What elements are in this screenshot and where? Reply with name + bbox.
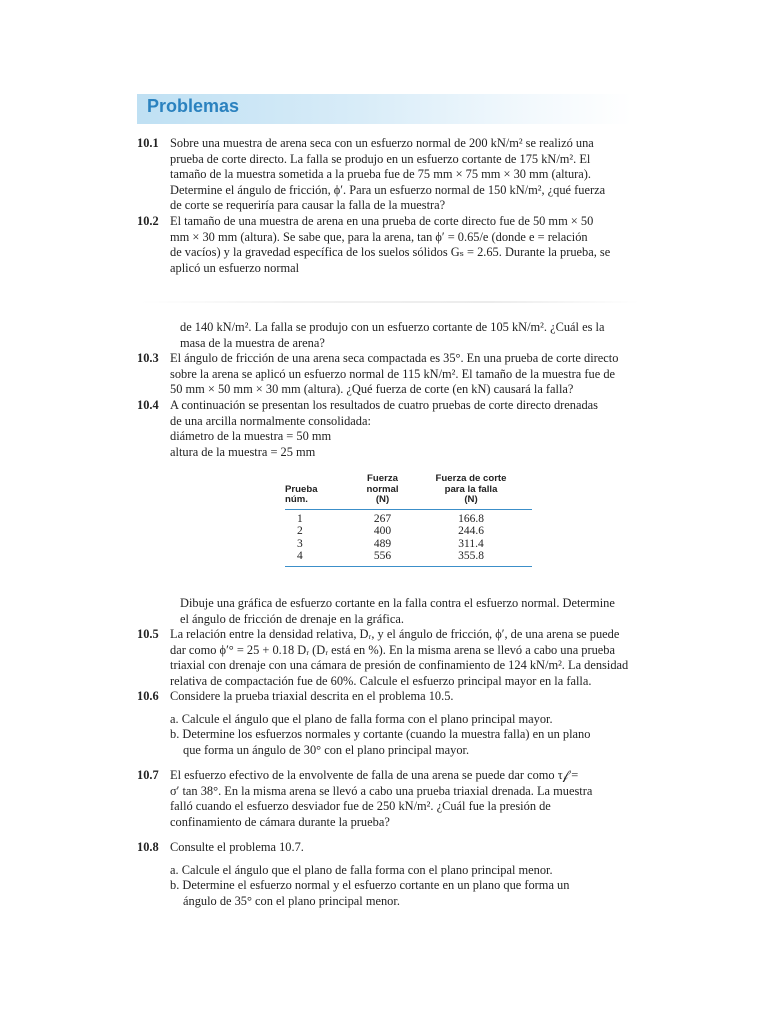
subitem-b-continuation: ángulo de 35° con el plano principal menor.	[183, 893, 400, 908]
problem-line: de corte se requeriría para causar la falla de la muestra?	[170, 198, 446, 213]
shear-test-results-table	[285, 474, 532, 567]
subitem-b: b. Determine el esfuerzo normal y el esfuerzo cortante en un plano que forma un	[170, 878, 570, 893]
table-cell: 244.6	[458, 525, 484, 537]
problem-10-8	[137, 840, 635, 909]
table-cell: 166.8	[458, 512, 484, 525]
problem-line: Consulte el problema 10.7.	[170, 840, 304, 854]
problem-10-4	[137, 398, 635, 460]
problem-10-4-continuation	[180, 596, 640, 627]
problem-10-2	[137, 214, 635, 276]
section-header-band	[137, 94, 632, 124]
problem-line: el ángulo de fricción de drenaje en la gráfica.	[180, 611, 404, 626]
table-row	[285, 550, 532, 566]
column-header-prueba: Prueba núm.	[285, 474, 355, 509]
problem-line: La relación entre la densidad relativa, Dᵣ, y el ángulo de fricción, ϕ′, de una arena se puede	[170, 627, 620, 641]
problem-line: masa de la muestra de arena?	[180, 335, 325, 350]
problem-line: 50 mm × 50 mm × 30 mm (altura). ¿Qué fuerza de corte (en kN) causará la falla?	[170, 382, 574, 397]
problem-line: El ángulo de fricción de una arena seca compactada es 35°. En una prueba de corte directo	[170, 351, 619, 365]
problem-number: 10.3	[137, 351, 159, 365]
problem-line: prueba de corte directo. La falla se produjo en un esfuerzo cortante de 175 kN/m². El	[170, 151, 591, 166]
table-row	[285, 509, 532, 525]
problem-line: Considere la prueba triaxial descrita en el problema 10.5.	[170, 689, 454, 703]
column-header-fuerza-normal: Fuerza normal (N)	[355, 474, 410, 509]
problem-10-7	[137, 768, 635, 830]
problem-number: 10.6	[137, 689, 159, 703]
table-cell: 267	[373, 512, 392, 525]
table-cell: 355.8	[410, 550, 532, 566]
problem-10-6	[137, 689, 635, 758]
problem-10-2-continuation	[180, 320, 640, 351]
problem-line: σ′ tan 38°. En la misma arena se llevó a cabo una prueba triaxial drenada. La muestra	[170, 783, 593, 798]
table-cell: 1	[297, 512, 303, 525]
subitem-a: a. Calcule el ángulo que el plano de falla forma con el plano principal menor.	[170, 862, 553, 877]
problem-line: de una arcilla normalmente consolidada:	[170, 413, 371, 428]
problem-line: triaxial con drenaje con una cámara de presión de confinamiento de 124 kN/m². La densidad	[170, 658, 629, 673]
problem-line: relativa de compactación fue de 60%. Calcule el esfuerzo principal mayor en la falla.	[170, 673, 592, 688]
table-cell: 489	[373, 537, 392, 550]
problem-number: 10.5	[137, 627, 159, 641]
problem-line: Dibuje una gráfica de esfuerzo cortante en la falla contra el esfuerzo normal. Determine	[180, 596, 615, 610]
page-break-divider	[140, 301, 640, 303]
problem-number: 10.4	[137, 398, 159, 412]
problem-line: El esfuerzo efectivo de la envolvente de falla de una arena se puede dar como τ𝒻 =	[170, 768, 579, 782]
table-cell: 556	[355, 550, 410, 566]
problem-10-5	[137, 627, 635, 689]
problem-10-1	[137, 136, 635, 214]
problem-line: mm × 30 mm (altura). Se sabe que, para la arena, tan ϕ′ = 0.65/e (donde e = relación	[170, 229, 588, 244]
problem-number: 10.8	[137, 840, 159, 854]
table-cell: 2	[297, 525, 303, 537]
table-cell: 400	[373, 525, 392, 537]
problem-line: confinamiento de cámara durante la prueba?	[170, 814, 390, 829]
problem-number: 10.2	[137, 214, 159, 228]
problem-line: tamaño de la muestra sometida a la prueba fue de 75 mm × 75 mm × 30 mm (altura).	[170, 167, 592, 182]
problem-line: A continuación se presentan los resultados de cuatro pruebas de corte directo drenadas	[170, 398, 599, 412]
problem-line: Sobre una muestra de arena seca con un esfuerzo normal de 200 kN/m² se realizó una	[170, 136, 594, 150]
problem-line: sobre la arena se aplicó un esfuerzo normal de 115 kN/m². El tamaño de la muestra fue de	[170, 366, 616, 381]
column-header-fuerza-corte: Fuerza de corte para la falla (N)	[410, 474, 532, 509]
subitem-b-continuation: que forma un ángulo de 30° con el plano principal mayor.	[183, 742, 470, 757]
problem-line: aplicó un esfuerzo normal	[170, 260, 300, 275]
problem-line: dar como ϕ′° = 25 + 0.18 Dᵣ (Dᵣ está en %). En la misma arena se llevó a cabo una prueba	[170, 642, 616, 657]
subitem-a: a. Calcule el ángulo que el plano de falla forma con el plano principal mayor.	[170, 711, 553, 726]
problem-line: de 140 kN/m². La falla se produjo con un esfuerzo cortante de 105 kN/m². ¿Cuál es la	[180, 320, 605, 334]
subitem-b: b. Determine los esfuerzos normales y cortante (cuando la muestra falla) en un plano	[170, 727, 591, 742]
problem-line: de vacíos) y la gravedad específica de los suelos sólidos Gₛ = 2.65. Durante la prueba, se	[170, 245, 611, 260]
table-row	[285, 538, 532, 551]
problem-line: Determine el ángulo de fricción, ϕ′. Para un esfuerzo normal de 150 kN/m², ¿qué fuerza	[170, 182, 606, 197]
problem-number: 10.1	[137, 136, 159, 150]
section-title: Problemas	[147, 96, 240, 116]
problem-line: El tamaño de una muestra de arena en una prueba de corte directo fue de 50 mm × 50	[170, 214, 594, 228]
table-row	[285, 525, 532, 538]
problem-number: 10.7	[137, 768, 159, 782]
problem-10-3	[137, 351, 635, 398]
table-cell: 311.4	[458, 537, 484, 550]
problem-line: falló cuando el esfuerzo desviador fue de 250 kN/m². ¿Cuál fue la presión de	[170, 799, 551, 814]
table-cell: 3	[297, 537, 303, 550]
problem-line: diámetro de la muestra = 50 mm	[170, 429, 332, 444]
problem-line: altura de la muestra = 25 mm	[170, 444, 316, 459]
table-cell: 4	[285, 550, 355, 566]
